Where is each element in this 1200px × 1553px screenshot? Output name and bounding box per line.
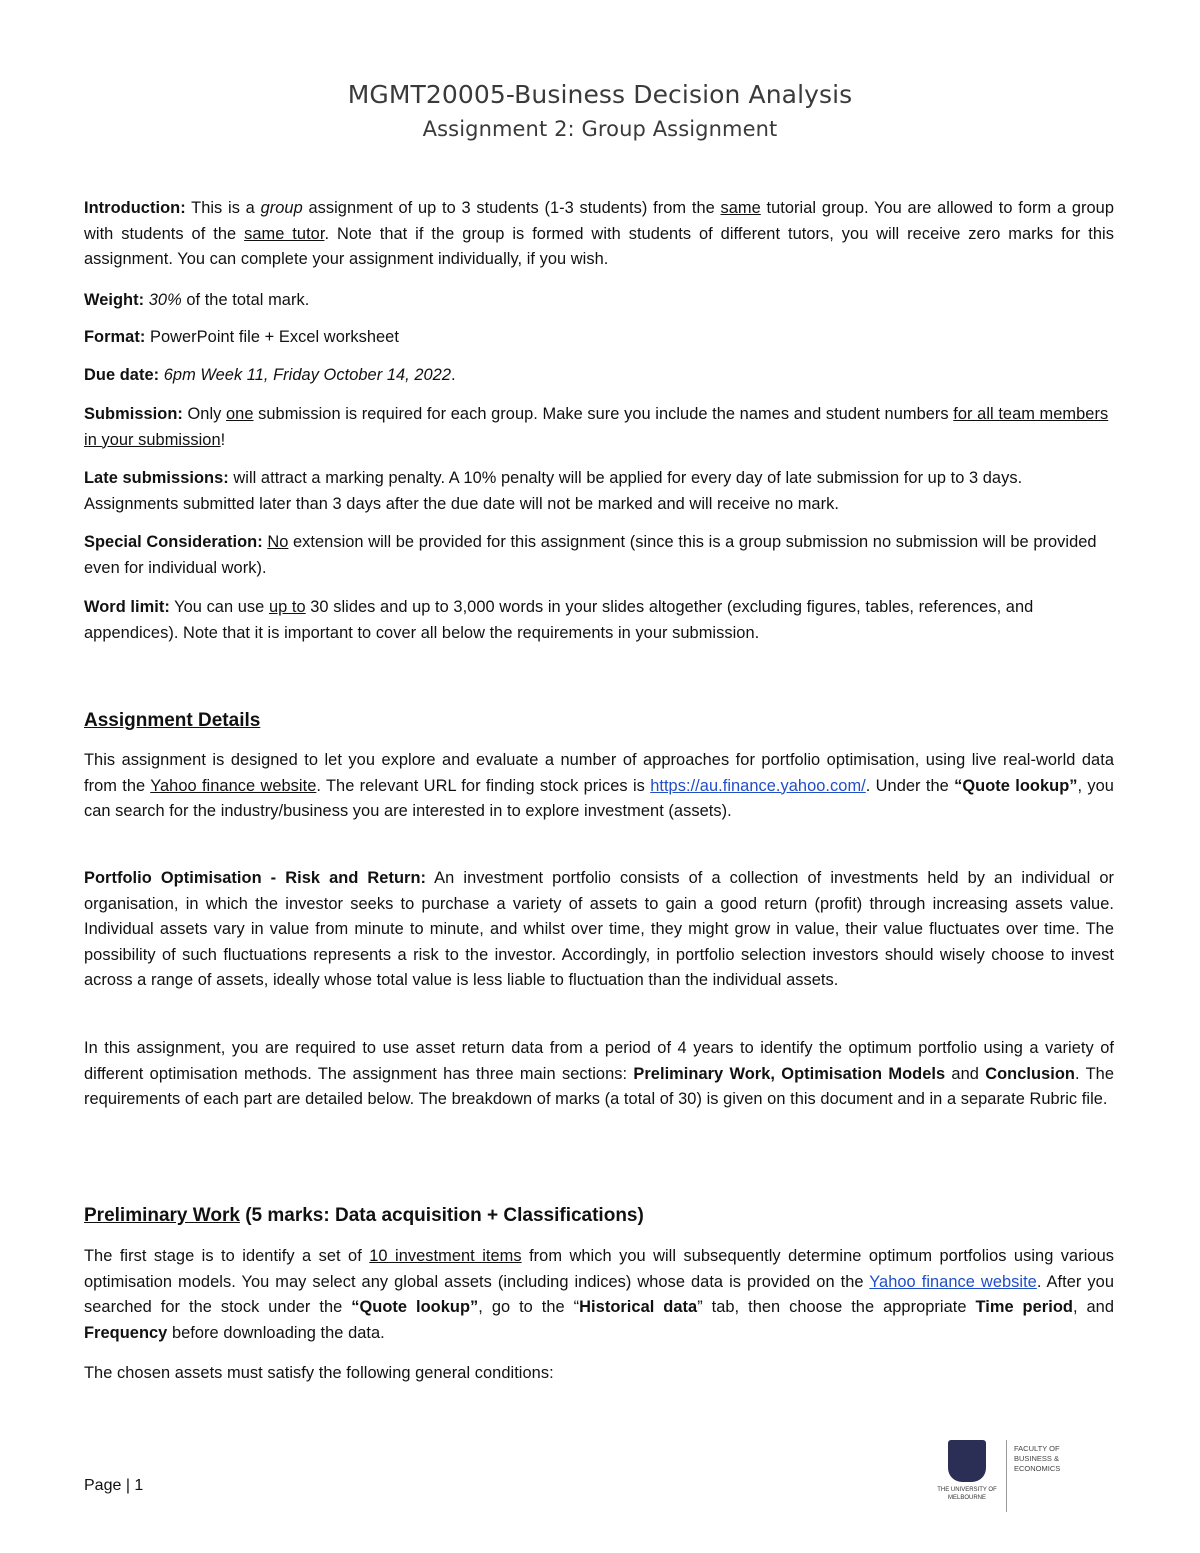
prelim-text: The first stage is to identify a set of — [84, 1247, 370, 1265]
due-value: 6pm Week 11, Friday October 14, 2022 — [163, 366, 452, 384]
yahoo-url-link[interactable]: https://au.finance.yahoo.com/ — [650, 776, 866, 795]
prelim-text: from which you will subsequently determine optimum portfolios using various optimisation models. You may select any global assets (including indices) whose data is provided on the — [84, 1247, 1114, 1291]
submission-end: ! — [220, 430, 226, 449]
details-paragraph-1 — [84, 748, 1114, 825]
format-value: PowerPoint file + Excel worksheet — [145, 328, 399, 346]
word-upto: up to — [268, 598, 306, 616]
details-text: This assignment is designed to let you explore and evaluate a number of approaches for portfolio optimisation, using live real-world data from the — [84, 751, 1114, 795]
special-paragraph — [84, 530, 1114, 581]
submission-underlined: for all team members in your submission — [84, 405, 1109, 449]
intro-label: Introduction: — [84, 199, 186, 217]
details-text: . The relevant URL for finding stock prices is — [316, 776, 651, 795]
portfolio-label: Portfolio Optimisation - Risk and Return: — [84, 869, 427, 887]
details-text: , you can search for the industry/business you are interested in to explore investment (assets). — [84, 776, 1114, 821]
format-label: Format: — [84, 328, 146, 346]
prelim-text: before downloading the data. — [167, 1323, 385, 1342]
intro-paragraph — [84, 196, 1114, 273]
prelim-text: . After you searched for the stock under the — [84, 1272, 1114, 1317]
assignment-details-heading — [84, 710, 260, 732]
special-text: extension will be provided for this assignment (since this is a group submission no submission will be provided even for individual work). — [84, 533, 1097, 577]
word-text: 30 slides and up to 3,000 words in your slides altogether (excluding figures, tables, references, and appendices). Note that it is important to cover all below the requirements in your submission. — [84, 598, 1034, 642]
portfolio-text: An investment portfolio consists of a collection of investments held by an individual or organisation, in which the investor seeks to purchase a variety of assets to gain a good return (profit) through increasing assets value. Individual assets vary in value from minute to minute, and whilst over time, they might grow in value, their value fluctuates over time. The possibility of such fluctuations represents a risk to the investor. Accordingly, in portfolio selection investors should wisely choose to invest across a range of assets, ideally whose total value is less liable to fluctuation than the individual assets. — [84, 869, 1114, 990]
prelim-heading-rest: (5 marks: Data acquisition + Classifications) — [239, 1205, 644, 1226]
due-label: Due date: — [84, 366, 160, 384]
special-no: No — [267, 533, 289, 551]
submission-paragraph — [84, 402, 1114, 453]
prelim-text: , and — [1072, 1298, 1114, 1317]
details-heading-text: Assignment Details — [84, 710, 261, 731]
word-label: Word limit: — [84, 598, 170, 616]
intro-text: . Note that if the group is formed with students of different tutors, you will receive zero marks for this assignment. You can complete your assignment individually, if you wish. — [84, 224, 1114, 269]
submission-label: Submission: — [84, 405, 183, 423]
late-label: Late submissions: — [84, 469, 229, 487]
frequency-text: Frequency — [84, 1323, 168, 1342]
quote-lookup-text: “Quote lookup” — [351, 1298, 479, 1317]
sections-bold: Preliminary Work, Optimisation Models — [633, 1064, 946, 1083]
intro-group: group — [260, 199, 303, 217]
late-paragraph — [84, 466, 1114, 517]
details-text: In this assignment, you are required to use asset return data from a period of 4 years to identify the optimum portfolio using a variety of different optimisation methods. The assignment has three main sections: — [84, 1039, 1114, 1083]
word-limit-paragraph — [84, 595, 1114, 646]
submission-one: one — [226, 405, 254, 423]
intro-same-tutor: same tutor — [244, 224, 325, 243]
time-period-text: Time period — [975, 1298, 1073, 1317]
intro-text: tutorial group. You are allowed to form a group with students of the — [84, 199, 1114, 243]
due-end: . — [451, 366, 456, 384]
university-logo — [930, 1440, 1070, 1512]
details-text: and — [945, 1064, 986, 1083]
faculty-name: FACULTY OF BUSINESS & ECONOMICS — [1014, 1444, 1061, 1473]
intro-text: assignment of up to 3 students (1-3 students) from the — [302, 199, 721, 217]
prelim-text: ” tab, then choose the appropriate — [697, 1298, 976, 1317]
prelim-paragraph-1 — [84, 1244, 1114, 1346]
yahoo-finance-text: Yahoo finance website — [150, 776, 317, 795]
details-paragraph-2 — [84, 866, 1114, 994]
prelim-text: , go to the “ — [478, 1298, 580, 1317]
logo-divider — [1006, 1440, 1007, 1512]
weight-line — [84, 288, 1114, 314]
document-title: MGMT20005-Business Decision Analysis — [347, 80, 853, 109]
weight-value: 30% — [148, 291, 182, 309]
conclusion-bold: Conclusion — [985, 1064, 1075, 1083]
quote-lookup-text: “Quote lookup” — [954, 776, 1078, 795]
details-text: . Under the — [865, 776, 955, 795]
format-line — [84, 325, 1114, 351]
intro-same: same — [720, 199, 761, 217]
yahoo-finance-link[interactable]: Yahoo finance website — [869, 1272, 1037, 1291]
submission-text: submission is required for each group. Make sure you include the names and student numbers — [253, 405, 954, 423]
historical-data-text: Historical data — [579, 1298, 698, 1317]
submission-text: Only — [182, 405, 227, 423]
document-subtitle: Assignment 2: Group Assignment — [422, 117, 778, 141]
due-line — [84, 363, 1114, 389]
crest-icon — [948, 1440, 986, 1482]
weight-rest: of the total mark. — [181, 291, 310, 309]
details-text: . The requirements of each part are detailed below. The breakdown of marks (a total of 30) is given on this document and in a separate Rubric file. — [84, 1064, 1114, 1109]
weight-label: Weight: — [84, 291, 145, 309]
word-text: You can use — [169, 598, 269, 616]
intro-text: This is a — [185, 199, 261, 217]
page-number: Page | 1 — [84, 1477, 144, 1494]
preliminary-work-heading — [84, 1205, 644, 1227]
details-paragraph-3 — [84, 1036, 1114, 1113]
university-name: THE UNIVERSITY OF MELBOURNE — [937, 1487, 997, 1501]
late-text: will attract a marking penalty. A 10% penalty will be applied for every day of late submission for up to 3 days. Assignments submitted later than 3 days after the due date will not be marked and will receive no mark. — [84, 469, 1023, 513]
special-label: Special Consideration: — [84, 533, 263, 551]
prelim-paragraph-2: The chosen assets must satisfy the following general conditions: — [84, 1364, 554, 1382]
investment-items: 10 investment items — [369, 1247, 522, 1265]
prelim-heading-text: Preliminary Work — [84, 1205, 240, 1226]
